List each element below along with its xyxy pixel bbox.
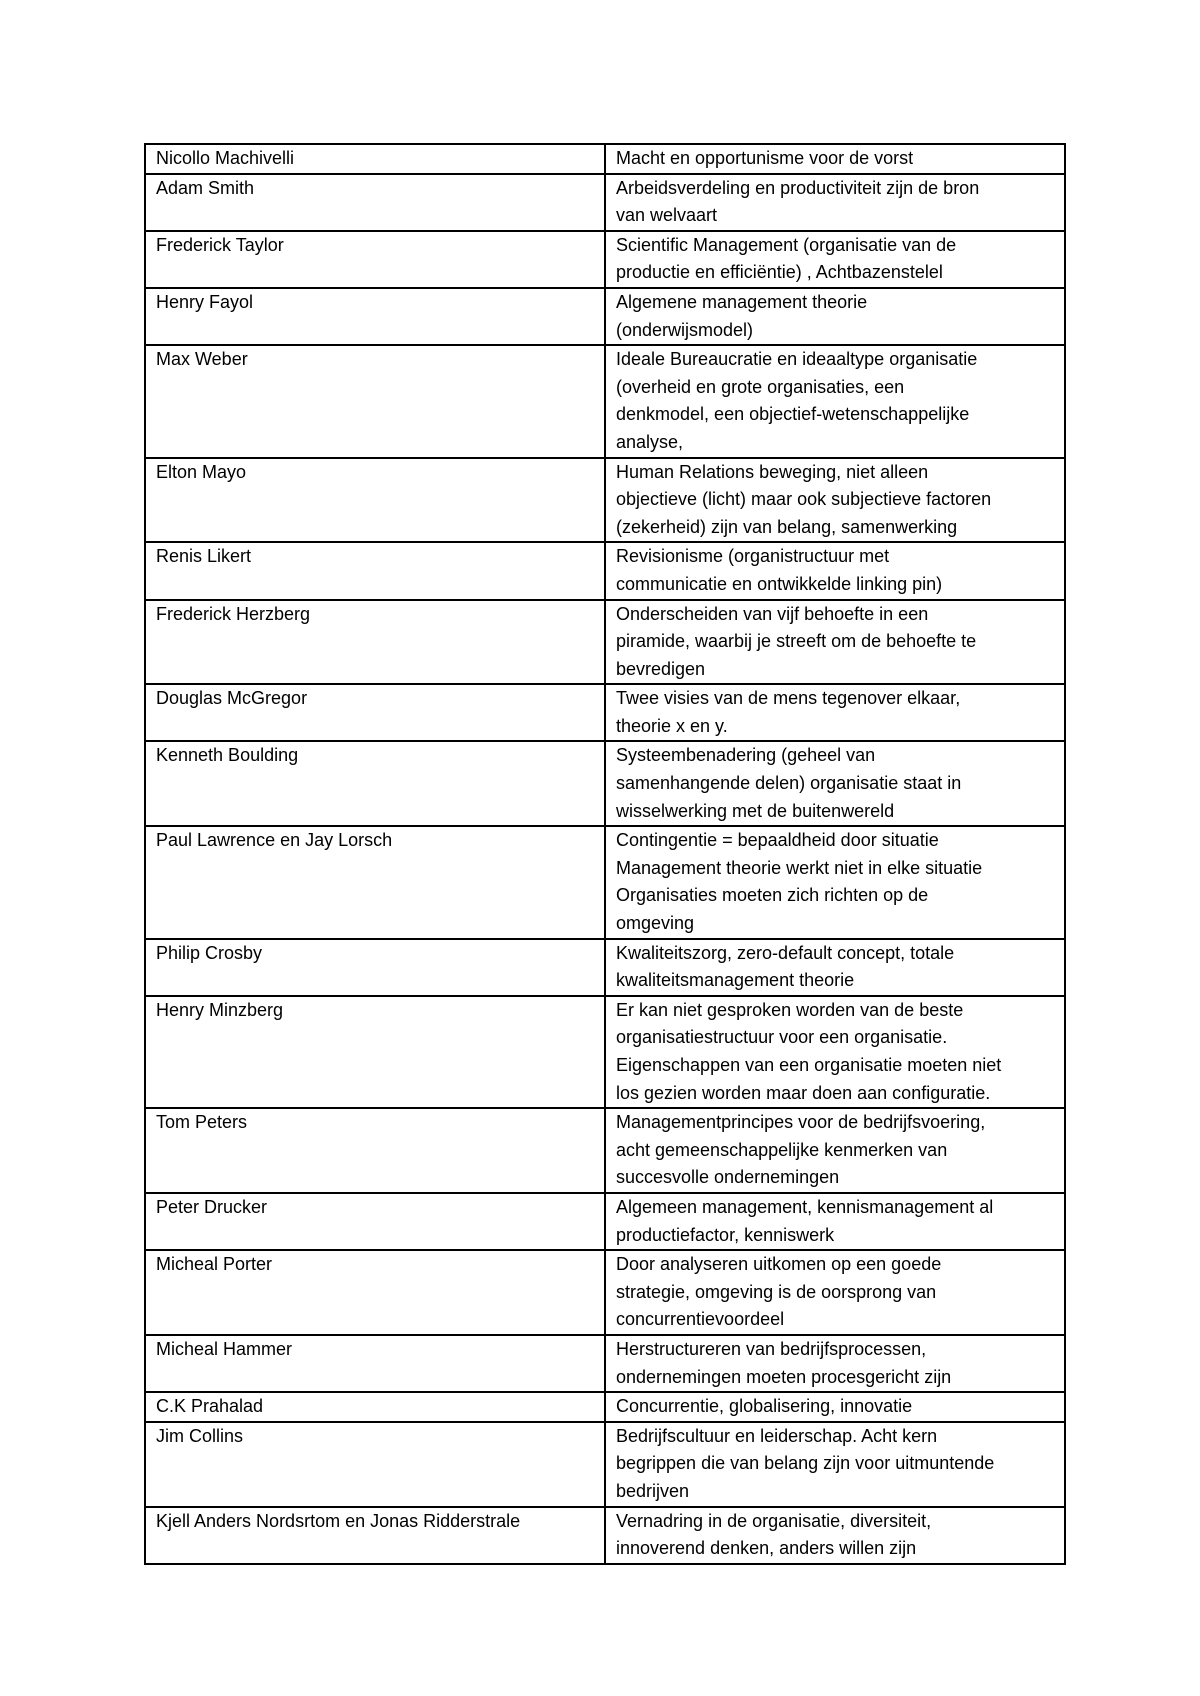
theory-cell <box>605 1335 1065 1392</box>
theorist-cell <box>145 1193 605 1250</box>
theorist-name: Kjell Anders Nordsrtom en Jonas Ridderstrale <box>156 1510 521 1531</box>
theory-text-line: strategie, omgeving is de oorsprong van <box>616 1281 937 1302</box>
theory-text-line: Twee visies van de mens tegenover elkaar, <box>616 688 961 709</box>
theory-text-line: kwaliteitsmanagement theorie <box>616 970 855 991</box>
theory-cell <box>605 1250 1065 1335</box>
theorist-cell <box>145 542 605 599</box>
theory-text-line: begrippen die van belang zijn voor uitmuntende <box>616 1453 995 1474</box>
table-row <box>145 996 1065 1108</box>
theorist-cell <box>145 174 605 231</box>
theory-cell <box>605 826 1065 938</box>
theory-text-line: samenhangende delen) organisatie staat in <box>616 773 962 794</box>
theory-cell <box>605 1422 1065 1507</box>
theorist-name: Micheal Hammer <box>156 1338 293 1359</box>
theory-text-line: Contingentie = bepaaldheid door situatie <box>616 830 939 851</box>
theory-text-line: productie en efficiëntie) , Achtbazenstelel <box>616 262 943 283</box>
theorist-cell <box>145 144 605 174</box>
theorist-cell <box>145 741 605 826</box>
theorist-name: Henry Minzberg <box>156 999 284 1020</box>
theory-text-line: succesvolle ondernemingen <box>616 1167 840 1188</box>
theory-cell <box>605 741 1065 826</box>
theorist-cell <box>145 345 605 457</box>
theory-text-line: denkmodel, een objectief-wetenschappelijke <box>616 404 970 425</box>
theory-text-line: communicatie en ontwikkelde linking pin) <box>616 573 943 594</box>
theory-cell <box>605 458 1065 543</box>
theory-cell <box>605 542 1065 599</box>
table-row <box>145 1250 1065 1335</box>
theory-text-line: productiefactor, kenniswerk <box>616 1224 835 1245</box>
theory-cell <box>605 939 1065 996</box>
theory-text-line: (onderwijsmodel) <box>616 319 754 340</box>
theory-table-body <box>145 144 1065 1564</box>
theorist-name: Nicollo Machivelli <box>156 148 295 168</box>
theory-cell <box>605 1507 1065 1564</box>
theory-text-line: piramide, waarbij je streeft om de behoefte te <box>616 631 977 652</box>
theory-cell <box>605 684 1065 741</box>
theory-text-line: van welvaart <box>616 205 718 226</box>
theorist-name: Douglas McGregor <box>156 688 308 709</box>
theorist-name: Tom Peters <box>156 1112 248 1133</box>
theorist-cell <box>145 939 605 996</box>
theory-text-line: Kwaliteitszorg, zero-default concept, totale <box>616 942 955 963</box>
theory-cell <box>605 1392 1065 1422</box>
theory-cell <box>605 1108 1065 1193</box>
theory-cell <box>605 600 1065 685</box>
table-row <box>145 1422 1065 1507</box>
theorist-name: Max Weber <box>156 349 248 370</box>
theory-cell <box>605 345 1065 457</box>
theory-text-line: los gezien worden maar doen aan configuratie. <box>616 1082 991 1103</box>
theory-text-line: (overheid en grote organisaties, een <box>616 376 905 397</box>
theory-text-line: Algemene management theorie <box>616 291 868 312</box>
theory-text-line: bedrijven <box>616 1480 690 1501</box>
theorist-cell <box>145 1335 605 1392</box>
table-row <box>145 741 1065 826</box>
theory-text-line: objectieve (licht) maar ook subjectieve factoren <box>616 489 992 510</box>
theory-text-line: Onderscheiden van vijf behoefte in een <box>616 603 929 624</box>
theorist-name: Peter Drucker <box>156 1196 268 1217</box>
theory-cell <box>605 231 1065 288</box>
theorist-name: Elton Mayo <box>156 461 247 482</box>
theorist-cell <box>145 1507 605 1564</box>
table-row <box>145 826 1065 938</box>
table-row <box>145 939 1065 996</box>
table-row <box>145 1507 1065 1564</box>
theorist-cell <box>145 288 605 345</box>
theorist-cell <box>145 1392 605 1422</box>
theory-text-line: Management theorie werkt niet in elke situatie <box>616 857 983 878</box>
theory-text-line: theorie x en y. <box>616 715 728 736</box>
theory-cell <box>605 174 1065 231</box>
table-row <box>145 458 1065 543</box>
theory-cell <box>605 288 1065 345</box>
theory-text-line: acht gemeenschappelijke kenmerken van <box>616 1139 948 1160</box>
theory-cell <box>605 144 1065 174</box>
theory-text-line: Organisaties moeten zich richten op de <box>616 885 929 906</box>
theory-text-line: ondernemingen moeten procesgericht zijn <box>616 1366 952 1387</box>
theory-text-line: wisselwerking met de buitenwereld <box>616 800 895 821</box>
table-row <box>145 231 1065 288</box>
theory-table <box>144 143 1066 1565</box>
theory-text-line: organisatiestructuur voor een organisatie. <box>616 1027 948 1048</box>
theorist-name: Paul Lawrence en Jay Lorsch <box>156 830 393 851</box>
theorist-name: Kenneth Boulding <box>156 745 299 766</box>
theory-text-line: Bedrijfscultuur en leiderschap. Acht kern <box>616 1425 938 1446</box>
theory-cell <box>605 1193 1065 1250</box>
theorist-name: Philip Crosby <box>156 942 263 963</box>
theorist-cell <box>145 231 605 288</box>
theorist-name: C.K Prahalad <box>156 1396 264 1417</box>
theorist-cell <box>145 600 605 685</box>
theorist-name: Henry Fayol <box>156 291 254 312</box>
theorist-name: Micheal Porter <box>156 1254 273 1275</box>
table-row <box>145 1193 1065 1250</box>
table-row <box>145 1108 1065 1193</box>
theorist-name: Jim Collins <box>156 1425 244 1446</box>
table-row <box>145 684 1065 741</box>
theorist-cell <box>145 684 605 741</box>
theorist-name: Frederick Taylor <box>156 234 284 255</box>
theory-text-line: Systeembenadering (geheel van <box>616 745 876 766</box>
theory-text-line: omgeving <box>616 913 695 934</box>
table-row <box>145 174 1065 231</box>
theorist-cell <box>145 826 605 938</box>
table-row <box>145 1392 1065 1422</box>
table-row <box>145 600 1065 685</box>
theory-text-line: Herstructureren van bedrijfsprocessen, <box>616 1338 927 1359</box>
theory-text-line: Macht en opportunisme voor de vorst <box>616 148 914 168</box>
theory-text-line: Eigenschappen van een organisatie moeten niet <box>616 1055 1002 1075</box>
theorist-cell <box>145 1422 605 1507</box>
theorist-name: Frederick Herzberg <box>156 603 311 624</box>
table-row <box>145 345 1065 457</box>
theory-text-line: Er kan niet gesproken worden van de beste <box>616 999 964 1020</box>
theory-text-line: innoverend denken, anders willen zijn <box>616 1538 917 1559</box>
theory-text-line: Vernadring in de organisatie, diversiteit, <box>616 1510 932 1531</box>
theorist-name: Renis Likert <box>156 546 252 567</box>
theorist-name: Adam Smith <box>156 177 255 198</box>
theory-text-line: Ideale Bureaucratie en ideaaltype organisatie <box>616 349 978 370</box>
theory-text-line: Door analyseren uitkomen op een goede <box>616 1254 942 1275</box>
theorist-cell <box>145 996 605 1108</box>
theory-text-line: analyse, <box>616 431 684 452</box>
theory-text-line: Concurrentie, globalisering, innovatie <box>616 1396 913 1417</box>
table-row <box>145 542 1065 599</box>
theory-text-line: (zekerheid) zijn van belang, samenwerking <box>616 516 958 537</box>
theory-text-line: Managementprincipes voor de bedrijfsvoering, <box>616 1112 986 1133</box>
table-row <box>145 144 1065 174</box>
theorist-cell <box>145 458 605 543</box>
theory-text-line: bevredigen <box>616 658 706 679</box>
table-row <box>145 288 1065 345</box>
table-row <box>145 1335 1065 1392</box>
theory-text-line: Algemeen management, kennismanagement al <box>616 1196 994 1217</box>
theory-cell <box>605 996 1065 1108</box>
theorist-cell <box>145 1108 605 1193</box>
theory-text-line: Revisionisme (organistructuur met <box>616 546 890 567</box>
theory-text-line: Human Relations beweging, niet alleen <box>616 461 929 482</box>
theory-text-line: Arbeidsverdeling en productiviteit zijn de bron <box>616 177 980 198</box>
theory-text-line: concurrentievoordeel <box>616 1309 785 1330</box>
theorist-cell <box>145 1250 605 1335</box>
theory-text-line: Scientific Management (organisatie van de <box>616 234 957 255</box>
